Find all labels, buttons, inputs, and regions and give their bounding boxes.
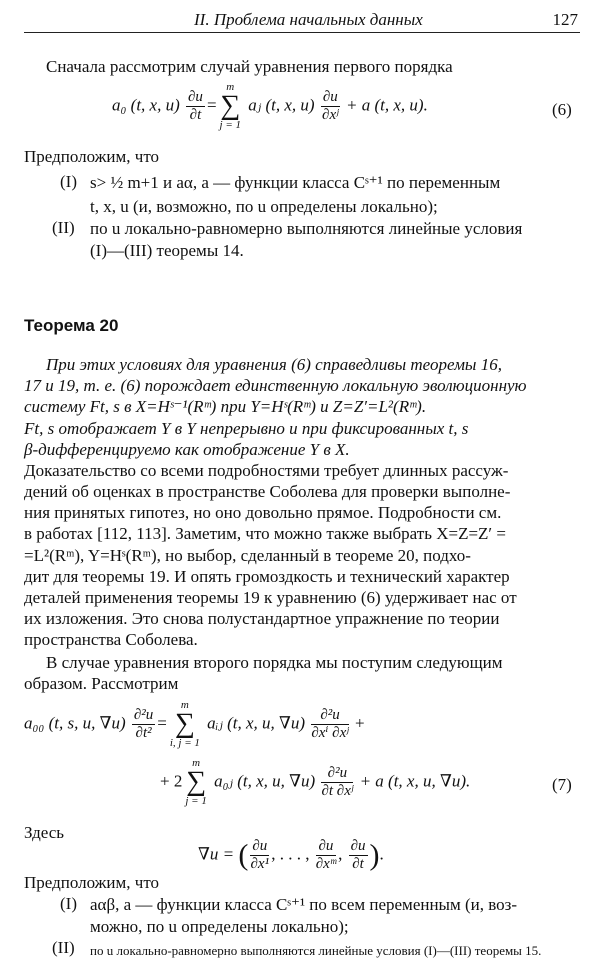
cond3-line1: aαβ, a — функции класса Cˢ⁺¹ по всем переменным (и, воз- xyxy=(90,895,518,914)
proof-line: дений об оценках в пространстве Соболева для проверки выполне- xyxy=(24,482,511,501)
cond3-line2: можно, по u определены локально); xyxy=(90,917,349,936)
eq7-frac-term2: $\frac{\text{∂²u}}{\text{∂t ∂xʲ}}$ xyxy=(321,765,354,799)
theorem-line: систему Ft, s в X=Hˢ⁻¹(Rᵐ) при Y=Hˢ(Rᵐ) и Z=Z′=L²(Rᵐ). xyxy=(24,397,427,416)
proof-line: деталей применения теоремы 19 к уравнению (6) удерживает нас от xyxy=(24,588,517,607)
equation-7-line-1: a₀₀ (t, s, u, ∇u) $\frac{\text{∂²u}}{\text{∂t²}}$ = m ∑ i, j = 1 aᵢⱼ (t, x, u, ∇u) $\frac{\text{∂²u}}{\text{∂xⁱ ∂xʲ}}$ + xyxy=(24,699,365,749)
assume-text-1: Предположим, что xyxy=(24,147,160,166)
running-header xyxy=(24,8,580,33)
proof-line: в работах [112, 113]. Заметим, что можно также выбрать X=Z=Z′ = xyxy=(24,524,506,543)
proof-line: дит для теоремы 19. И опять громоздкость и технический характер xyxy=(24,567,510,586)
grad-lhs: ∇u = xyxy=(198,844,235,864)
cond4-line1: по u локально-равномерно выполняются линейные условия (I)—(III) теоремы 15. xyxy=(90,943,542,958)
proof-line: ния принятых гипотез, но оно довольно прямое. Подробности см. xyxy=(24,503,502,522)
equation-6: a₀ (t, x, u) $\frac{\partial u}{\partial t}$ = m ∑ j = 1 aⱼ (t, x, u) $\frac{\partial u}{\text{∂xʲ}}$ + a (t, x, u). xyxy=(112,81,428,131)
cond3-label: (I) xyxy=(60,894,77,913)
eq6-lhs: a₀ (t, x, u) xyxy=(112,95,180,115)
cond1-line2: t, x, u (и, возможно, по u определены локально); xyxy=(90,197,438,216)
chapter-title: II. Проблема начальных данных xyxy=(194,10,423,29)
eq6-frac-term: $\frac{\partial u}{\text{∂xʲ}}$ xyxy=(322,89,339,123)
intro-text: Сначала рассмотрим случай уравнения первого порядка xyxy=(46,57,453,76)
eq6-term: aⱼ (t, x, u) xyxy=(248,95,315,115)
proof-line: =L²(Rᵐ), Y=Hˢ(Rᵐ), но выбор, сделанный в теореме 20, подхо- xyxy=(24,546,471,565)
eq7-tail: + a (t, x, u, ∇u). xyxy=(359,771,471,791)
eq6-tail: + a (t, x, u). xyxy=(346,95,428,115)
proof-line: Доказательство со всеми подробностями требует длинных рассуж- xyxy=(24,461,509,480)
eq6-number: (6) xyxy=(552,100,572,119)
gradient-definition: ∇u = ( $\frac{\partial u}{\text{∂x¹}}$ , . . . , $\frac{\partial u}{\text{∂xᵐ}}$ , $\frac{\partial u}{\partial t}$ ). xyxy=(198,838,384,872)
eq7-frac-lhs: $\frac{\text{∂²u}}{\text{∂t²}}$ xyxy=(133,707,154,741)
cond1-label: (I) xyxy=(60,172,77,191)
theorem-line: 17 и 19, т. е. (6) порождает единственную локальную эволюционную xyxy=(24,376,527,395)
grad-frac-3: $\frac{\partial u}{\partial t}$ xyxy=(350,838,366,872)
second-order-line: образом. Рассмотрим xyxy=(24,674,179,693)
eq7-line2-lead: + 2 xyxy=(160,771,183,791)
eq7-term1: aᵢⱼ (t, x, u, ∇u) xyxy=(207,713,306,733)
equation-7-line-2 xyxy=(160,758,470,807)
cond2-label: (II) xyxy=(52,218,75,237)
grad-dots: , . . . , xyxy=(271,844,310,864)
proof-line: их изложения. Это снова полустандартное упражнение по теории xyxy=(24,609,500,628)
page-number: 127 xyxy=(552,10,578,29)
eq7-term2: a₀ⱼ (t, x, u, ∇u) xyxy=(214,771,316,791)
theorem-line: Ft, s отображает Y в Y непрерывно и при фиксированных t, s xyxy=(24,419,469,438)
eq7-sum-2: m ∑ j = 1 xyxy=(185,757,207,807)
theorem-heading: Теорема 20 xyxy=(24,316,119,335)
cond2-line1: по u локально-равномерно выполняются линейные условия xyxy=(90,219,523,238)
theorem-line: При этих условиях для уравнения (6) справедливы теоремы 16, xyxy=(46,355,502,374)
eq6-sum: m ∑ j = 1 xyxy=(219,81,242,131)
second-order-line: В случае уравнения второго порядка мы поступим следующим xyxy=(46,653,503,672)
eq6-frac-lhs: $\frac{\partial u}{\partial t}$ xyxy=(188,89,203,123)
eq7-number: (7) xyxy=(552,775,572,794)
grad-frac-1: $\frac{\partial u}{\text{∂x¹}}$ xyxy=(250,838,270,872)
cond1-line1: s> ½ m+1 и aα, a — функции класса Cˢ⁺¹ по переменным xyxy=(90,173,501,192)
eq7-plus: + xyxy=(354,713,365,733)
grad-frac-2: $\frac{\partial u}{\text{∂xᵐ}}$ xyxy=(315,838,337,872)
eq7-sum-1: m ∑ i, j = 1 xyxy=(169,699,200,749)
eq7-lhs: a₀₀ (t, s, u, ∇u) xyxy=(24,713,126,733)
cond2-line2: (I)—(III) теоремы 14. xyxy=(90,241,244,260)
proof-line: пространства Соболева. xyxy=(24,630,198,649)
assume-text-2: Предположим, что xyxy=(24,873,160,892)
cond4-label: (II) xyxy=(52,938,75,957)
here-text: Здесь xyxy=(24,823,65,842)
eq7-frac-term1: $\frac{\text{∂²u}}{\text{∂xⁱ ∂xʲ}}$ xyxy=(311,707,349,741)
theorem-line: β-дифференцируемо как отображение Y в X. xyxy=(24,440,350,459)
